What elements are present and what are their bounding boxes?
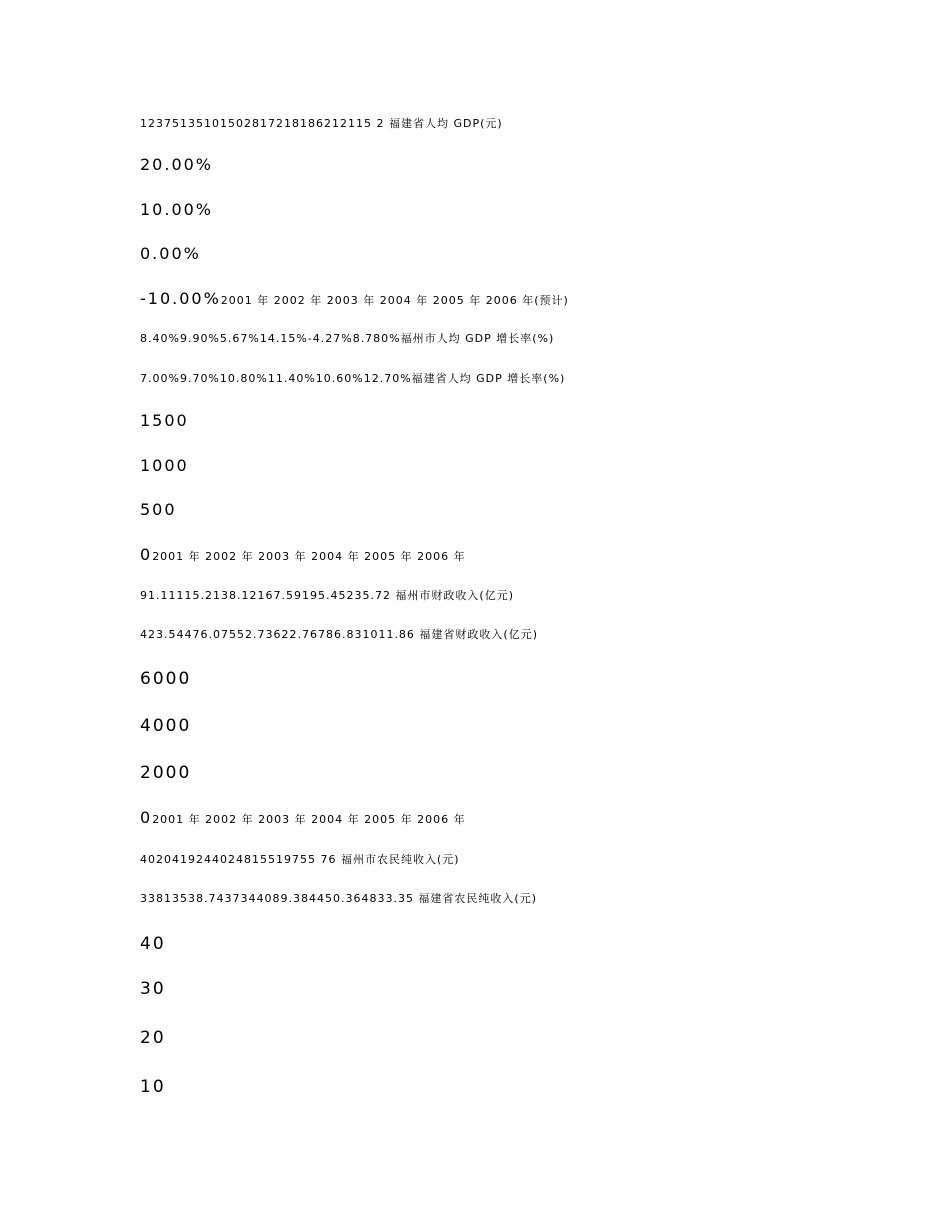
text-line-fuzhou-farmer-income: 4020419244024815519755 76 福州市农民纯收入(元) <box>140 853 460 866</box>
axis-label-1000: 1000 <box>140 456 189 475</box>
axis-label-0pct: 0.00% <box>140 244 201 263</box>
axis-label-500: 500 <box>140 500 177 519</box>
axis-label-4000: 4000 <box>140 716 192 736</box>
axis-label-0-a: 0 <box>140 545 153 564</box>
axis-label-30: 30 <box>140 979 166 999</box>
axis-label-10: 10 <box>140 1077 166 1097</box>
year-labels-forecast: 2001 年 2002 年 2003 年 2004 年 2005 年 2006 年(预计) <box>220 294 569 307</box>
text-line-years-2 <box>140 810 466 826</box>
text-line-fujian-gdp-per-capita: 12375135101502817218186212115 2 福建省人均 GDP(元) <box>140 117 503 130</box>
axis-label-10pct: 10.00% <box>140 200 214 219</box>
year-labels-1: 2001 年 2002 年 2003 年 2004 年 2005 年 2006 年 <box>152 550 466 563</box>
text-line-fujian-revenue: 423.54476.07552.73622.76786.831011.86 福建省财政收入(亿元) <box>140 628 539 641</box>
axis-label-neg10pct: -10.00% <box>140 289 221 308</box>
axis-label-40: 40 <box>140 934 166 954</box>
text-line-fujian-gdp-growth: 7.00%9.70%10.80%11.40%10.60%12.70%福建省人均 GDP 增长率(%) <box>140 372 566 385</box>
axis-label-6000: 6000 <box>140 669 192 689</box>
axis-label-20: 20 <box>140 1028 166 1048</box>
axis-label-2000: 2000 <box>140 763 192 783</box>
text-line-years-forecast <box>140 291 569 307</box>
text-line-years-1 <box>140 547 466 563</box>
text-line-fujian-farmer-income: 33813538.7437344089.384450.364833.35 福建省农民纯收入(元) <box>140 892 538 905</box>
text-line-fuzhou-gdp-growth: 8.40%9.90%5.67%14.15%-4.27%8.780%福州市人均 GDP 增长率(%) <box>140 332 555 345</box>
axis-label-0-b: 0 <box>140 808 153 827</box>
year-labels-2: 2001 年 2002 年 2003 年 2004 年 2005 年 2006 年 <box>152 813 466 826</box>
axis-label-20pct: 20.00% <box>140 155 214 174</box>
text-line-fuzhou-revenue: 91.11115.2138.12167.59195.45235.72 福州市财政收入(亿元) <box>140 589 515 602</box>
axis-label-1500: 1500 <box>140 411 189 430</box>
